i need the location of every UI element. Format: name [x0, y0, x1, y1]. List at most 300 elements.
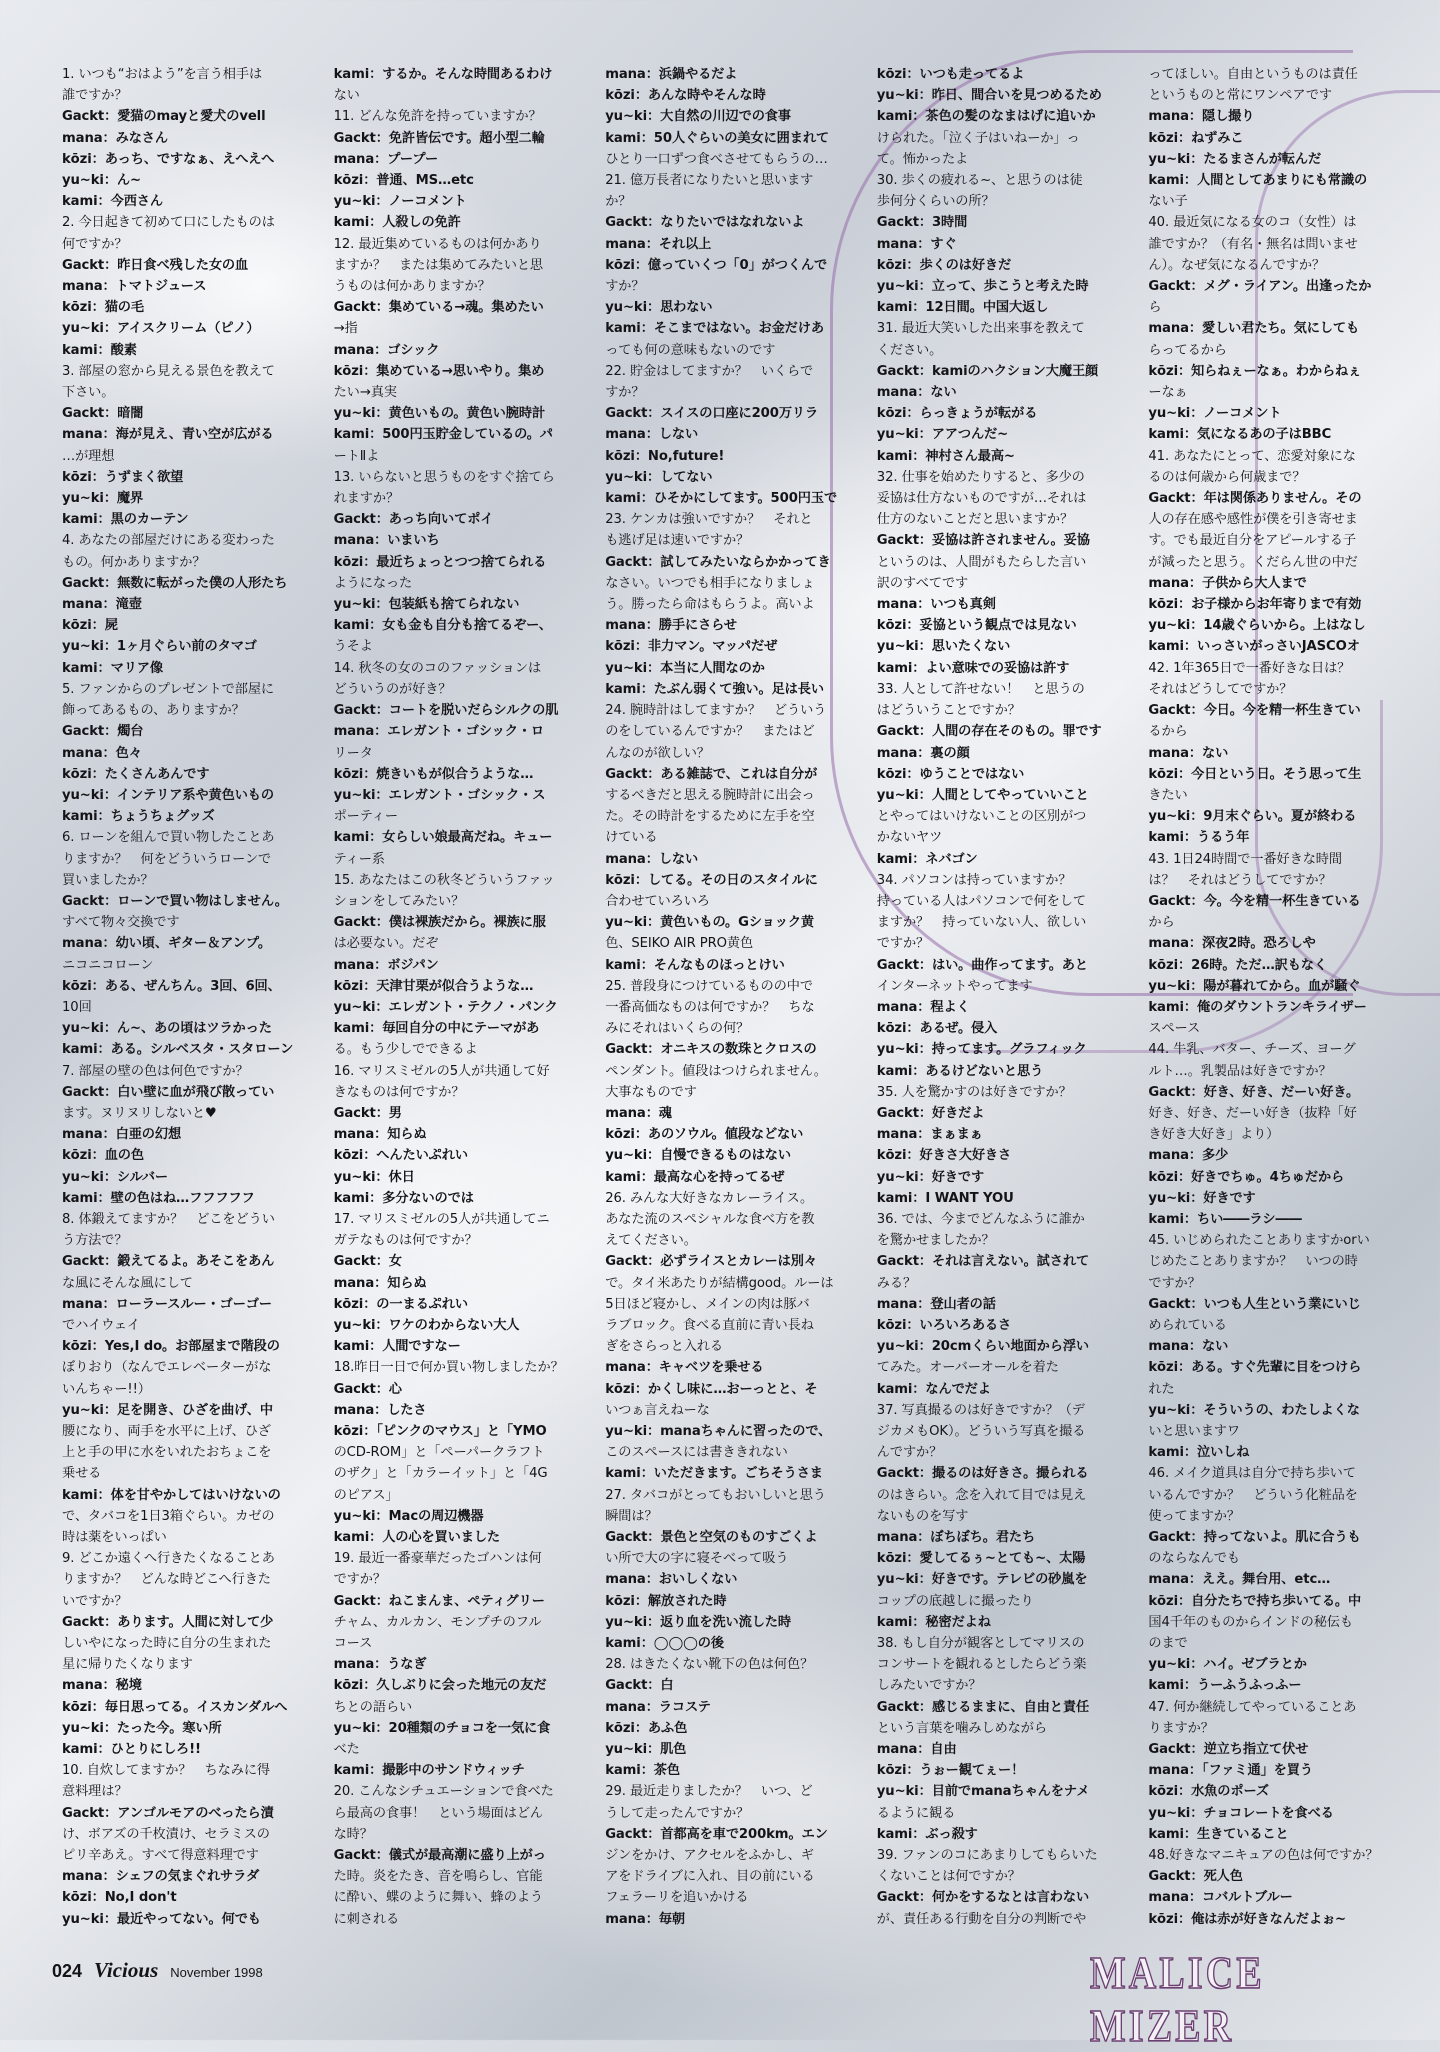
text-line: のはきらい。念を入れて目では見え: [876, 1487, 1087, 1503]
text-line: Gackt：スイスの口座に200万リラ: [605, 406, 819, 422]
text-line: yu~ki：昨日、間合いを見つめるため: [876, 88, 1102, 104]
text-line: き好き大好き」より）: [1148, 1127, 1280, 1143]
text-line: kōzi：へんたいぷれい: [333, 1148, 468, 1164]
magazine-name: Vicious: [94, 1958, 159, 1982]
text-line: 買いましたか？: [62, 872, 154, 888]
question-line: 33. 人として許せない！ と思うの: [876, 681, 1085, 697]
text-line: Gackt：ねこまんま、ペティグリー: [333, 1593, 545, 1609]
text-line: kōzi：お子様からお年寄りまで有効: [1148, 597, 1362, 613]
text-line: きたい: [1148, 787, 1188, 803]
text-line: 色、SEIKO AIR PRO黄色: [605, 936, 754, 952]
text-line: kōzi：No,future!: [605, 448, 725, 464]
text-line: yu~ki：ん~、あの頃はツラかった: [62, 1021, 272, 1037]
question-line: 23. ケンカは強いですか？ それと: [605, 512, 813, 528]
text-line: ジカメもOK）。どういう写真を撮る: [876, 1424, 1086, 1439]
text-line: mana：色々: [62, 745, 142, 761]
text-line: フェラーリを追いかける: [605, 1890, 749, 1906]
text-line: kōzi：「ピンクのマウス」と「YMO: [333, 1424, 547, 1439]
text-line: なさい。いつでも相手になりましょ: [605, 575, 815, 591]
text-line: のならなんでも: [1148, 1551, 1240, 1567]
text-line: いるんですか？ どういう化粧品を: [1148, 1487, 1358, 1503]
text-line: Gackt：無数に転がった僕の人形たち: [62, 575, 288, 591]
text-line: mana：ラコステ: [605, 1699, 711, 1715]
question-line: 40. 最近気になる女のコ（女性）は: [1148, 215, 1357, 231]
text-line: kōzi：たくさんあんです: [62, 766, 210, 782]
text-line: 人の存在感や感性が僕を引き寄せま: [1148, 512, 1358, 528]
text-line: mana：うなぎ: [333, 1657, 427, 1673]
text-line: も逃げ足は速いですか？: [605, 533, 750, 549]
text-line: ガテなものは何ですか？: [333, 1233, 478, 1249]
text-line: kōzi：最近ちょっとつつ捨てられる: [333, 554, 547, 570]
text-line: kōzi：ねずみこ: [1148, 130, 1244, 146]
text-line: ジンをかけ、アクセルをふかし、ギ: [605, 1848, 814, 1864]
text-line: アをドライブに入れ、目の前にいる: [605, 1869, 815, 1885]
text-line: が減ったと思う。くだらん世の中だ: [1148, 554, 1358, 570]
text-line: ますか？ または集めてみたいと思: [333, 257, 543, 273]
text-line: のCD-ROM」と「ペーパークラフト: [333, 1445, 545, 1461]
text-line: yu~ki：魔界: [62, 491, 144, 507]
text-line: mana：ない: [876, 385, 957, 401]
text-line: ひとり一口ずつ食べさせてもらうの…: [605, 151, 828, 167]
text-line: Gackt：3時間: [876, 215, 968, 231]
question-line: 48.好きなマニキュアの色は何ですか？: [1148, 1848, 1379, 1864]
text-line: kōzi：集めている→思いやり。集め: [333, 363, 545, 379]
text-line: Gackt：景色と空気のものすごくよ: [605, 1530, 818, 1546]
text-line: Gackt：メグ・ライアン。出逢ったか: [1148, 279, 1372, 295]
text-line: Gackt：それは言えない。試されて: [876, 1254, 1090, 1270]
text-line: な風にそんな風にして: [62, 1275, 193, 1291]
text-line: ラブロック。食べる直前に青い長ね: [605, 1317, 814, 1333]
text-line: んなのが欲しい？: [605, 745, 710, 761]
column-1: [62, 64, 326, 1964]
question-line: 22. 貯金はしてますか？ いくらで: [605, 363, 814, 379]
text-line: kami：秘密だよね: [876, 1614, 991, 1630]
text-line: な時？: [333, 1826, 373, 1842]
text-line: Gackt：免許皆伝です。超小型二輪: [333, 130, 545, 146]
text-line: 腰になり、両手を水平に上げ、ひざ: [62, 1424, 271, 1439]
text-line: kami：黒のカーテン: [62, 512, 189, 528]
text-line: mana：愛しい君たち。気にしても: [1148, 321, 1360, 337]
text-line: mana：それ以上: [605, 236, 712, 252]
text-line: kōzi：愛してるぅ~とても~、太陽: [876, 1551, 1086, 1567]
text-line: はどういうことですか？: [876, 703, 1021, 719]
text-line: Gackt：白い壁に血が飛び散ってい: [62, 1084, 275, 1100]
text-line: コップの底越しに撮ったり: [876, 1593, 1034, 1609]
text-line: mana：エレガント・ゴシック・ロ: [333, 724, 544, 740]
text-line: mana：登山者の話: [876, 1296, 996, 1312]
text-line: kami：気になるあの子はBBC: [1148, 427, 1332, 443]
text-line: いつぁ言えねーな: [605, 1402, 710, 1418]
question-line: 16. マリスミゼルの5人が共通して好: [333, 1063, 550, 1079]
text-line: べた: [333, 1742, 360, 1758]
text-line: ペンダント。値段はつけられません。: [605, 1063, 827, 1079]
text-line: ない子: [1148, 194, 1188, 210]
text-line: mana：ゴシック: [333, 342, 440, 358]
text-line: kōzi：らっきょうが転がる: [876, 406, 1038, 422]
question-line: 2. 今日起きて初めて口にしたものは: [62, 215, 275, 231]
text-line: けている: [605, 830, 658, 846]
text-line: mana：程よく: [876, 999, 970, 1015]
text-line: kami：泣いしね: [1148, 1445, 1250, 1461]
text-line: みる？: [876, 1275, 917, 1291]
text-line: に刺される: [333, 1911, 400, 1927]
text-line: 持っている人はパソコンで何をして: [876, 893, 1086, 909]
text-line: るように観る: [876, 1805, 956, 1821]
text-line: 何ですか？: [62, 236, 128, 252]
text-line: yu~ki：返り血を洗い流した時: [605, 1614, 791, 1630]
text-line: kami：酸素: [62, 342, 137, 358]
text-line: 意料理は？: [62, 1784, 128, 1800]
text-line: mana：すぐ: [876, 236, 957, 252]
text-line: うものは何かありますか？: [333, 279, 491, 295]
text-line: kami：そんなものほっとけい: [605, 957, 785, 973]
text-line: kōzi：うずまく欲望: [62, 469, 184, 485]
text-line: kōzi：妥協という観点では見ない: [876, 618, 1077, 634]
question-line: 11. どんな免許を持っていますか？: [333, 109, 542, 125]
text-line: kami：マリア像: [62, 660, 163, 676]
text-line: kami：うるう年: [1148, 830, 1250, 846]
text-line: たい→真実: [333, 385, 397, 401]
text-line: Gackt：妥協は許されません。妥協: [876, 533, 1090, 549]
text-line: で、タバコを1日3箱ぐらい。カゼの: [62, 1508, 275, 1524]
text-line: …が理想: [62, 448, 115, 464]
text-line: yu~ki：アイスクリーム（ピノ）: [62, 321, 260, 337]
question-line: 9. どこか遠くへ行きたくなることあ: [62, 1551, 275, 1567]
text-line: kōzi：血の色: [62, 1148, 144, 1164]
text-line: mana：おいしくない: [605, 1572, 738, 1588]
text-line: 合わせていろいろ: [605, 893, 710, 909]
text-line: kōzi：あのソウル。値段などない: [605, 1127, 804, 1143]
text-line: mana：知らぬ: [333, 1275, 427, 1291]
text-line: kami：いただきます。ごちそうさま: [605, 1466, 823, 1482]
question-line: 28. はきたくない靴下の色は何色？: [605, 1657, 814, 1673]
text-line: のザク」と「カラーイット」と「4G: [333, 1466, 548, 1482]
text-line: mana：しない: [605, 427, 699, 443]
text-line: kami：壁の色はね…フフフフフ: [62, 1190, 255, 1206]
text-line: mana：ない: [1148, 745, 1229, 761]
text-line: mana：自由: [876, 1742, 957, 1758]
text-line: kōzi：あふ色: [605, 1720, 688, 1736]
column-3: [605, 64, 869, 1964]
text-line: mana：知らぬ: [333, 1127, 427, 1143]
text-line: mana：幼い頃、ギター＆アンプ。: [62, 936, 271, 952]
text-line: kami：人間としてあまりにも常識の: [1148, 173, 1368, 189]
text-line: kōzi：好きさ大好きさ: [876, 1148, 1012, 1164]
text-line: っても何の意味もないのです: [605, 342, 776, 358]
question-line: 47. 何か継続してやっていることあ: [1148, 1699, 1357, 1715]
text-line: じめたことありますか？ いつの時: [1148, 1254, 1358, 1270]
text-line: yu~ki：大自然の川辺での食事: [605, 109, 791, 125]
question-line: 35. 人を驚かすのは好きですか？: [876, 1084, 1072, 1100]
text-line: yu~ki：陽が暮れてから。血が騒ぐ: [1148, 978, 1361, 994]
text-line: kōzi：うぉー観てぇー！: [876, 1763, 1025, 1779]
question-line: 20. こんなシチュエーションで食べた: [333, 1784, 554, 1800]
text-line: い所で大の字に寝そべって吸う: [605, 1551, 789, 1567]
text-line: yu~ki：黄色いもの。黄色い腕時計: [333, 406, 546, 422]
question-line: 25. 普段身につけているものの中で: [605, 978, 813, 994]
text-line: するべきだと思える腕時計に出会っ: [605, 787, 815, 803]
text-line: ないものを写す: [876, 1508, 969, 1524]
interview-columns: [62, 64, 1412, 1964]
text-line: mana：ない: [1148, 1339, 1229, 1355]
text-line: kami：よい意味での妥協は許す: [876, 660, 1070, 676]
text-line: kami：体を甘やかしてはいけないの: [62, 1487, 281, 1503]
text-line: yu~ki：ノーコメント: [333, 194, 467, 210]
text-line: kōzi：非力マン。マッパだぜ: [605, 639, 778, 655]
text-line: mana：コバルトブルー: [1148, 1890, 1293, 1906]
text-line: が、責任ある行動を自分の判断でや: [876, 1911, 1087, 1927]
text-line: kami：神村さん最高~: [876, 448, 1015, 464]
text-line: kōzi：あんな時やそんな時: [605, 88, 766, 104]
text-line: mana：魂: [605, 1105, 672, 1121]
text-line: mana：まぁまぁ: [876, 1127, 983, 1143]
text-line: kōzi：屍: [62, 618, 118, 634]
text-line: kōzi：No,I don't: [62, 1890, 177, 1906]
question-line: 26. みんな大好きなカレーライス。: [605, 1190, 814, 1206]
text-line: mana：したさ: [333, 1402, 427, 1418]
question-line: 44. 牛乳、バター、チーズ、ヨーグ: [1148, 1042, 1356, 1058]
text-line: 歩何分くらいの所？: [876, 194, 995, 210]
text-line: Gackt：オニキスの数珠とクロスの: [605, 1042, 817, 1058]
text-line: mana：浜鍋やるだよ: [605, 67, 738, 82]
question-line: 8. 体鍛えてますか？ どこをどうい: [62, 1211, 275, 1227]
text-line: kami：ひとりにしろ!!: [62, 1742, 201, 1758]
text-line: 一番高価なものは何ですか？ ちな: [605, 999, 815, 1015]
text-line: Gackt：集めている→魂。集めたい: [333, 300, 544, 316]
text-line: mana：「ファミ通」を買う: [1148, 1763, 1313, 1779]
text-line: kami：俺のダウントランキライザー: [1148, 999, 1367, 1015]
text-line: →指: [333, 321, 358, 337]
text-line: りますか？ どんな時どこへ行きた: [62, 1572, 271, 1588]
text-line: yu~ki：持ってます。グラフィック: [876, 1042, 1087, 1058]
text-line: ってほしい。自由というものは責任: [1148, 67, 1358, 82]
text-line: mana：プープー: [333, 151, 439, 167]
question-line: 14. 秋冬の女のコのファッションは: [333, 660, 542, 676]
text-line: kami：ぶっ殺す: [876, 1826, 978, 1842]
text-line: Gackt：アンゴルモアのべったら漬: [62, 1805, 274, 1821]
text-line: kōzi：毎日思ってる。イスカンダルへ: [62, 1699, 288, 1715]
text-line: kami：12日間。中国大返し: [876, 300, 1049, 316]
text-line: た。その時計をするために左手を空: [605, 809, 815, 825]
text-line: yu~ki：manaちゃんに習ったので、: [605, 1424, 832, 1439]
text-line: 好き、好き、だーい好き（抜粋「好: [1148, 1105, 1357, 1121]
text-line: かないヤツ: [876, 830, 943, 846]
text-line: は必要ない。だぞ: [333, 936, 439, 952]
text-line: yu~ki：エレガント・ゴシック・ス: [333, 787, 546, 803]
text-line: kami：◯◯◯の後: [605, 1636, 724, 1652]
question-line: 36. では、今までどんなふうに誰か: [876, 1211, 1085, 1227]
text-line: うそよ: [333, 639, 373, 655]
text-line: kōzi：今日という日。そう思って生: [1148, 766, 1362, 782]
text-line: どういうのが好き？: [333, 681, 452, 697]
text-line: 仕方のないことだと思いますか？: [876, 512, 1074, 528]
text-line: mana：海が見え、青い空が広がる: [62, 427, 274, 443]
question-line: 31. 最近大笑いした出来事を教えて: [876, 321, 1085, 337]
text-line: kami：女も金も自分も捨てるぞー、: [333, 618, 552, 634]
text-line: mana：多少: [1148, 1148, 1229, 1164]
text-line: kami：ネバゴン: [876, 851, 978, 867]
text-line: きなものは何ですか？: [333, 1084, 465, 1100]
text-line: りますか？: [1148, 1720, 1214, 1736]
text-line: mana：シェフの気まぐれサラダ: [62, 1869, 260, 1885]
text-line: kami：茶色: [605, 1763, 680, 1779]
text-line: mana：トマトジュース: [62, 279, 207, 295]
text-line: kōzi：解放された時: [605, 1593, 727, 1609]
text-line: Gackt：はい。曲作ってます。あと: [876, 957, 1088, 973]
text-line: kōzi：ある、ぜんちん。3回、6回、: [62, 978, 281, 994]
text-line: yu~ki：好きです。テレビの砂嵐を: [876, 1572, 1088, 1588]
text-line: いんちゃー!!）: [62, 1381, 151, 1397]
text-line: mana：深夜2時。恐ろしや: [1148, 936, 1316, 952]
text-line: 星に帰りたくなります: [62, 1657, 193, 1673]
text-line: yu~ki：14歳ぐらいから。上はなし: [1148, 618, 1366, 634]
text-line: Gackt：僕は裸族だから。裸族に服: [333, 915, 546, 931]
text-line: もの。何かありますか？: [62, 554, 206, 570]
text-line: Gackt：今日。今を精一杯生きてい: [1148, 703, 1361, 719]
text-line: Gackt：燭台: [62, 724, 144, 740]
text-line: Gackt：昨日食べ残した女の血: [62, 257, 249, 273]
text-line: Gackt：年は関係ありません。その: [1148, 491, 1362, 507]
text-line: れた: [1148, 1381, 1175, 1397]
text-line: yu~ki：好きです: [1148, 1190, 1256, 1206]
text-line: リータ: [333, 745, 373, 761]
text-line: このスペースには書ききれない: [605, 1445, 788, 1461]
text-line: kōzi：してる。その日のスタイルに: [605, 872, 818, 888]
text-line: インターネットやってます: [876, 978, 1033, 994]
text-line: すか？: [605, 279, 645, 295]
text-line: という言葉を噛みしめながら: [876, 1720, 1047, 1736]
text-line: kami：ひそかにしてます。500円玉で: [605, 491, 838, 507]
text-line: す。でも最近自分をアピールする子: [1148, 533, 1356, 549]
text-line: yu~ki：1ヶ月ぐらい前のタマゴ: [62, 639, 257, 655]
text-line: mana：ぼちぼち。君たち: [876, 1530, 1036, 1546]
text-line: というものと常にワンペアです: [1148, 88, 1332, 104]
text-line: ちとの語らい: [333, 1699, 413, 1715]
text-line: Gackt：何かをするなとは言わない: [876, 1890, 1090, 1906]
text-line: Gackt：鍛えてるよ。あそこをあん: [62, 1254, 275, 1270]
text-line: kami：いっさいがっさいJASCOオ: [1148, 639, 1360, 655]
page-number: 024: [52, 1961, 83, 1981]
text-line: 妥協は仕方ないものですが…それは: [876, 491, 1087, 507]
text-line: kōzi：かくし味に…おーっとと、そ: [605, 1381, 818, 1397]
text-line: kōzi：ある。すぐ先輩に目をつけら: [1148, 1360, 1362, 1376]
text-line: kōzi：好きでちゅ。4ちゅだから: [1148, 1169, 1345, 1185]
text-line: Gackt：好きだよ: [876, 1105, 985, 1121]
text-line: yu~ki：20種類のチョコを一気に食: [333, 1720, 551, 1736]
text-line: kami：たぶん弱くて強い。足は長い: [605, 681, 824, 697]
text-line: それはどうしてですか？: [1148, 681, 1293, 697]
text-line: kōzi：自分たちで持ち歩いてる。中: [1148, 1593, 1362, 1609]
text-line: Gackt：持ってないよ。肌に合うも: [1148, 1530, 1361, 1546]
text-line: 使ってますか？: [1148, 1508, 1240, 1524]
text-line: みにそれはいくらの何？: [605, 1021, 750, 1037]
text-line: kami：人間ですなー: [333, 1339, 461, 1355]
text-line: Gackt：死人色: [1148, 1869, 1243, 1885]
text-line: kami：ちょうちょグッズ: [62, 809, 215, 825]
text-line: ぼりおり（なんでエレベーターがな: [62, 1360, 272, 1376]
text-line: mana：勝手にさらせ: [605, 618, 737, 634]
text-line: ティー系: [333, 851, 385, 867]
text-line: kami：人の心を買いました: [333, 1530, 500, 1546]
text-line: yu~ki：立って、歩こうと考えた時: [876, 279, 1089, 295]
text-line: る。もう少しでできるよ: [333, 1042, 478, 1058]
text-line: いと思いますワ: [1148, 1424, 1240, 1439]
text-line: kōzi：俺は赤が好きなんだよぉ~: [1148, 1911, 1346, 1927]
text-line: kōzi：いろいろあるさ: [876, 1317, 1012, 1333]
text-line: kami：ちい――ラシ――: [1148, 1211, 1302, 1227]
text-line: 上と手の甲に水をいれたおちょこを: [62, 1445, 272, 1461]
text-line: yu~ki：たるまさんが転んだ: [1148, 151, 1322, 167]
text-line: すべて物々交換です: [62, 915, 180, 931]
text-line: mana：白亜の幻想: [62, 1127, 182, 1143]
text-line: Gackt：人間の存在そのもの。罪です: [876, 724, 1102, 740]
text-line: ん）。なぜ気になるんですか？: [1148, 257, 1325, 273]
text-line: か？: [605, 194, 632, 210]
text-line: yu~ki：人間としてやっていいこと: [876, 787, 1089, 803]
issue-date: November 1998: [170, 1965, 263, 1980]
text-line: kōzi：普通、MS…etc: [333, 173, 474, 189]
text-line: Gackt：感じるままに、自由と責任: [876, 1699, 1090, 1715]
text-line: Gackt：あります。人間に対して少: [62, 1614, 274, 1630]
text-line: kōzi：ゆうことではない: [876, 766, 1025, 782]
text-line: kami：撮影中のサンドウィッチ: [333, 1763, 525, 1779]
text-line: kami：今西さん: [62, 194, 163, 210]
text-line: kōzi：億っていくつ「0」がつくんで: [605, 257, 828, 273]
text-line: コンサートを観れるとしたらどう楽: [876, 1657, 1087, 1673]
text-line: mana：いまいち: [333, 533, 440, 549]
text-line: kōzi：Yes,I do。お部屋まで階段の: [62, 1339, 280, 1355]
text-line: Gackt：今。今を精一杯生きている: [1148, 893, 1361, 909]
text-line: kami：するか。そんな時間あるわけ: [333, 67, 553, 82]
text-line: kami：女らしい娘最高だね。キュー: [333, 830, 553, 846]
text-line: yu~ki：ワケのわからない大人: [333, 1317, 520, 1333]
text-line: ぎをさらっと入れる: [605, 1339, 723, 1355]
text-line: Gackt：ある雑誌で、これは自分が: [605, 766, 818, 782]
text-line: ですか？: [333, 1572, 386, 1588]
text-line: yu~ki：たった今。寒い所: [62, 1720, 222, 1736]
text-line: 誰ですか？（有名・無名は問いませ: [1148, 236, 1358, 252]
text-line: 下さい。: [62, 385, 115, 401]
text-line: ピリ辛あえ。すべて得意料理です: [62, 1848, 259, 1864]
text-line: ですか？: [876, 936, 930, 952]
question-line: 5. ファンからのプレゼントで部屋に: [62, 681, 274, 697]
text-line: け、ボアズの千枚漬け、セラミスの: [62, 1826, 270, 1842]
column-5: [1148, 64, 1412, 1964]
text-line: 時は薬をいっぱい: [62, 1530, 167, 1546]
text-line: Gackt：いつも人生という業にいじ: [1148, 1296, 1361, 1312]
column-4: [877, 64, 1141, 1964]
text-line: スペース: [1148, 1021, 1201, 1037]
text-line: 訳のすべてです: [876, 575, 969, 591]
text-line: kami：I WANT YOU: [876, 1190, 1014, 1206]
text-line: 瞬間は？: [605, 1508, 658, 1524]
text-line: yu~ki：20cmくらい地面から浮い: [876, 1339, 1089, 1355]
text-line: で。タイ米あたりが結構good。ルーは: [605, 1275, 834, 1291]
text-line: 大事なものです: [605, 1084, 697, 1100]
question-line: 13. いらないと思うものをすぐ捨てら: [333, 469, 555, 485]
text-line: yu~ki：足を開き、ひざを曲げ、中: [62, 1402, 273, 1418]
text-line: kami：毎回自分の中にテーマがあ: [333, 1021, 540, 1037]
text-line: kami：500円玉貯金しているの。パ: [333, 427, 553, 443]
text-line: Gackt：逆立ち指立て伏せ: [1148, 1742, 1309, 1758]
text-line: kami：ある。シルベスタ・スタローン: [62, 1042, 294, 1058]
question-line: 24. 腕時計はしてますか？ どういう: [605, 703, 827, 719]
text-line: kami：生きていること: [1148, 1826, 1289, 1842]
text-line: 5日ほど寝かし、メインの肉は豚バ: [605, 1296, 810, 1312]
text-line: yu~ki：包装紙も捨てられない: [333, 597, 520, 613]
text-line: りますか？ 何をどういうローンで: [62, 851, 272, 867]
text-line: yu~ki：目前でmanaちゃんをナメ: [876, 1784, 1090, 1800]
